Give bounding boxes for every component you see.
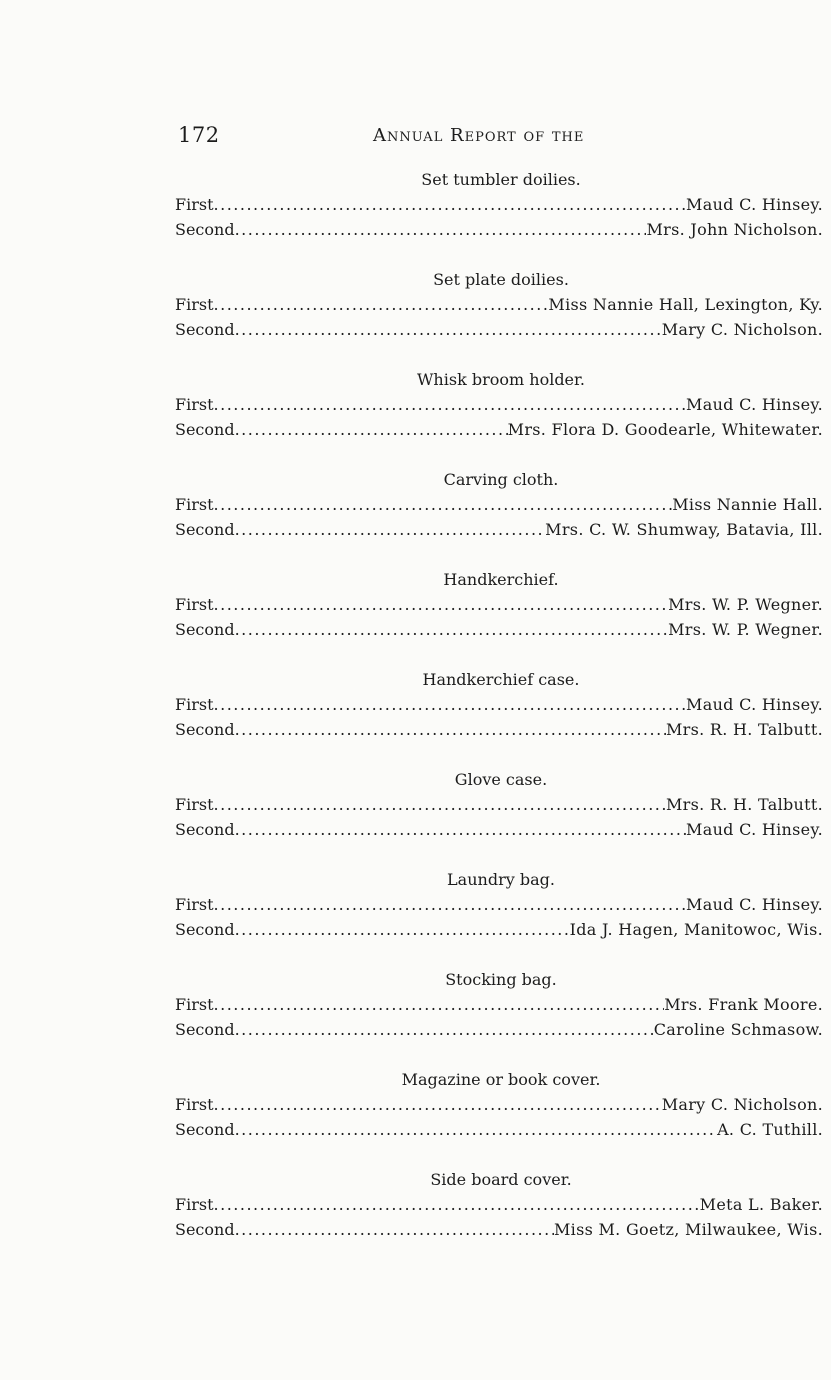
award-section (175, 168, 823, 268)
place-label: First (175, 1195, 214, 1214)
place-label: First (175, 1095, 214, 1114)
winner-name: Mrs. John Nicholson. (646, 220, 823, 239)
section-title: Whisk broom holder. (416, 370, 585, 389)
award-row (175, 192, 823, 217)
section-title: Stocking bag. (445, 970, 557, 989)
winner-name: Mrs. C. W. Shumway, Batavia, Ill. (545, 520, 823, 539)
winner-name: Maud C. Hinsey. (686, 820, 823, 839)
award-row (175, 292, 823, 317)
award-row (175, 392, 823, 417)
place-label: Second (175, 1220, 235, 1239)
winner-name: Maud C. Hinsey. (686, 895, 823, 914)
award-section (175, 868, 823, 968)
dot-leader (235, 1117, 718, 1142)
award-row (175, 517, 823, 542)
place-label: Second (175, 520, 235, 539)
dot-leader (214, 192, 687, 217)
dot-leader (214, 792, 666, 817)
place-label: First (175, 895, 214, 914)
winner-name: Miss Nannie Hall, Lexington, Ky. (548, 295, 823, 314)
award-row (175, 917, 823, 942)
award-row (175, 1117, 823, 1142)
section-title: Handkerchief. (443, 570, 559, 589)
dot-leader (235, 717, 666, 742)
place-label: Second (175, 820, 235, 839)
award-row (175, 717, 823, 742)
award-row (175, 217, 823, 242)
place-label: Second (175, 620, 235, 639)
dot-leader (235, 317, 662, 342)
place-label: First (175, 695, 214, 714)
place-label: First (175, 995, 214, 1014)
winner-name: Mrs. Frank Moore. (664, 995, 823, 1014)
place-label: First (175, 795, 214, 814)
page-header (178, 123, 823, 153)
award-row (175, 1217, 823, 1242)
page-number: 172 (178, 123, 220, 147)
place-label: Second (175, 1020, 235, 1039)
place-label: First (175, 595, 214, 614)
award-row (175, 792, 823, 817)
dot-leader (235, 617, 668, 642)
place-label: Second (175, 1120, 235, 1139)
award-section (175, 968, 823, 1068)
dot-leader (235, 417, 508, 442)
award-row (175, 1092, 823, 1117)
section-title: Side board cover. (430, 1170, 572, 1189)
winner-name: Maud C. Hinsey. (686, 695, 823, 714)
winner-name: Miss M. Goetz, Milwaukee, Wis. (553, 1220, 823, 1239)
running-head: Annual Report of the (373, 125, 585, 146)
dot-leader (214, 892, 687, 917)
place-label: First (175, 195, 214, 214)
place-label: Second (175, 220, 235, 239)
winner-name: Caroline Schmasow. (653, 1020, 823, 1039)
winner-name: Maud C. Hinsey. (686, 395, 823, 414)
winner-name: Mrs. Flora D. Goodearle, Whitewater. (507, 420, 823, 439)
place-label: Second (175, 320, 235, 339)
place-label: Second (175, 420, 235, 439)
place-label: First (175, 395, 214, 414)
award-row (175, 1192, 823, 1217)
dot-leader (214, 292, 549, 317)
award-row (175, 617, 823, 642)
award-row (175, 1017, 823, 1042)
award-section (175, 568, 823, 668)
dot-leader (235, 217, 647, 242)
dot-leader (214, 992, 665, 1017)
winner-name: Mrs. W. P. Wegner. (668, 595, 823, 614)
dot-leader (214, 492, 673, 517)
dot-leader (214, 1192, 700, 1217)
award-row (175, 317, 823, 342)
award-section (175, 1168, 823, 1268)
section-title: Set tumbler doilies. (421, 170, 581, 189)
section-title: Magazine or book cover. (401, 1070, 601, 1089)
award-row (175, 992, 823, 1017)
winner-name: Mary C. Nicholson. (661, 1095, 823, 1114)
winner-name: Ida J. Hagen, Manitowoc, Wis. (569, 920, 823, 939)
dot-leader (214, 692, 687, 717)
award-section (175, 768, 823, 868)
award-row (175, 492, 823, 517)
dot-leader (235, 517, 546, 542)
winner-name: Mrs. R. H. Talbutt. (665, 795, 823, 814)
award-section (175, 368, 823, 468)
section-title: Glove case. (454, 770, 548, 789)
dot-leader (214, 392, 687, 417)
section-title: Handkerchief case. (422, 670, 580, 689)
award-list (175, 168, 823, 1268)
award-section (175, 468, 823, 568)
award-row (175, 417, 823, 442)
dot-leader (235, 1017, 654, 1042)
award-row (175, 817, 823, 842)
place-label: Second (175, 920, 235, 939)
winner-name: Maud C. Hinsey. (686, 195, 823, 214)
award-section (175, 268, 823, 368)
winner-name: A. C. Tuthill. (717, 1120, 823, 1139)
place-label: First (175, 295, 214, 314)
award-row (175, 692, 823, 717)
section-title: Set plate doilies. (433, 270, 569, 289)
dot-leader (235, 917, 570, 942)
dot-leader (235, 1217, 554, 1242)
winner-name: Meta L. Baker. (699, 1195, 823, 1214)
award-row (175, 892, 823, 917)
section-title: Carving cloth. (443, 470, 559, 489)
winner-name: Miss Nannie Hall. (672, 495, 823, 514)
dot-leader (214, 1092, 662, 1117)
winner-name: Mrs. W. P. Wegner. (668, 620, 823, 639)
winner-name: Mary C. Nicholson. (661, 320, 823, 339)
place-label: Second (175, 720, 235, 739)
dot-leader (214, 592, 669, 617)
award-section (175, 668, 823, 768)
dot-leader (235, 817, 686, 842)
award-section (175, 1068, 823, 1168)
award-row (175, 592, 823, 617)
winner-name: Mrs. R. H. Talbutt. (665, 720, 823, 739)
section-title: Laundry bag. (447, 870, 555, 889)
place-label: First (175, 495, 214, 514)
